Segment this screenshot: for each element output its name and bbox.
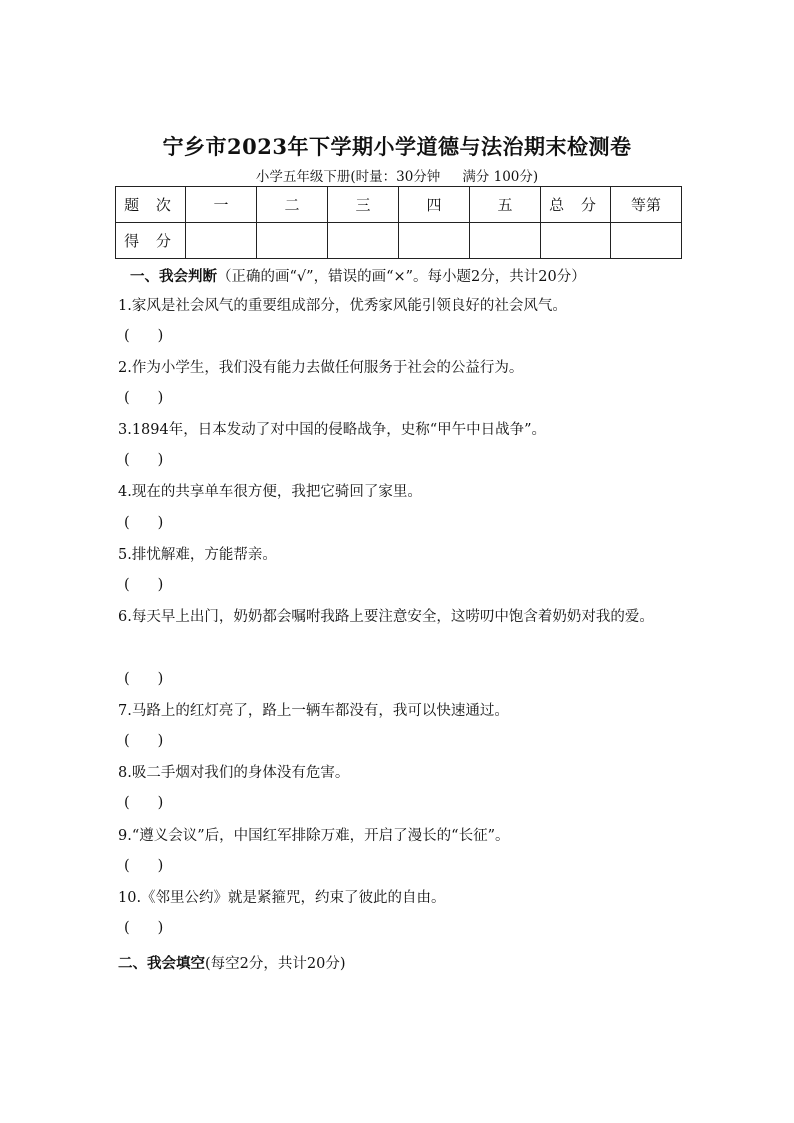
score-header-cell: 总 分 [541, 187, 611, 223]
subtitle-duration: 小学五年级下册(时量：30分钟 [255, 169, 441, 185]
score-header-cell: 一 [186, 187, 257, 223]
score-table-score-row [116, 223, 682, 259]
question-4: 4.现在的共享单车很方便，我把它骑回了家里。 [118, 484, 422, 500]
question-6: 6.每天早上出门，奶奶都会嘱咐我路上要注意安全，这唠叨中饱含着奶奶对我的爱。 [118, 609, 654, 625]
score-header-cell: 三 [328, 187, 399, 223]
score-input-cell[interactable] [541, 223, 611, 259]
question-9: 9.“遵义会议”后，中国红军排除万难，开启了漫长的“长征”。 [118, 828, 510, 844]
answer-blank[interactable]: ( ) [124, 671, 164, 687]
question-10: 10.《邻里公约》就是紧箍咒，约束了彼此的自由。 [118, 890, 446, 906]
answer-blank[interactable]: ( ) [124, 858, 164, 874]
answer-blank[interactable]: ( ) [124, 390, 164, 406]
score-input-cell[interactable] [470, 223, 541, 259]
score-table-header-row [116, 187, 682, 223]
score-input-cell[interactable] [186, 223, 257, 259]
question-3: 3.1894年，日本发动了对中国的侵略战争，史称“甲午中日战争”。 [118, 422, 547, 438]
score-header-cell: 四 [399, 187, 470, 223]
section2-instructions: (每空2分，共计20分) [205, 956, 346, 972]
answer-blank[interactable]: ( ) [124, 920, 164, 936]
score-input-cell[interactable] [611, 223, 682, 259]
score-row-label: 得 分 [116, 223, 186, 259]
score-header-cell: 题 次 [116, 187, 186, 223]
subtitle-full-score: 满分 100分) [462, 169, 539, 185]
question-8: 8.吸二手烟对我们的身体没有危害。 [118, 765, 350, 781]
section1-title: 一、我会判断 [130, 268, 217, 285]
question-2: 2.作为小学生，我们没有能力去做任何服务于社会的公益行为。 [118, 360, 524, 376]
exam-title: 宁乡市2023年下学期小学道德与法治期末检测卷 [162, 134, 632, 159]
question-1: 1.家风是社会风气的重要组成部分，优秀家风能引领良好的社会风气。 [118, 298, 567, 314]
section1-heading [130, 265, 586, 286]
answer-blank[interactable]: ( ) [124, 452, 164, 468]
answer-blank[interactable]: ( ) [124, 577, 164, 593]
score-table [115, 186, 682, 259]
exam-subtitle [0, 165, 794, 185]
score-input-cell[interactable] [257, 223, 328, 259]
question-7: 7.马路上的红灯亮了，路上一辆车都没有，我可以快速通过。 [118, 703, 509, 719]
answer-blank[interactable]: ( ) [124, 733, 164, 749]
answer-blank[interactable]: ( ) [124, 328, 164, 344]
answer-blank[interactable]: ( ) [124, 515, 164, 531]
question-5: 5.排忧解难，方能帮亲。 [118, 547, 277, 563]
score-input-cell[interactable] [399, 223, 470, 259]
score-header-cell: 等第 [611, 187, 682, 223]
score-header-cell: 二 [257, 187, 328, 223]
section2-heading [118, 952, 346, 973]
score-input-cell[interactable] [328, 223, 399, 259]
section2-title: 二、我会填空 [118, 955, 205, 972]
answer-blank[interactable]: ( ) [124, 795, 164, 811]
section1-instructions: （正确的画“√”，错误的画“×”。每小题2分，共计20分） [217, 269, 586, 285]
score-header-cell: 五 [470, 187, 541, 223]
